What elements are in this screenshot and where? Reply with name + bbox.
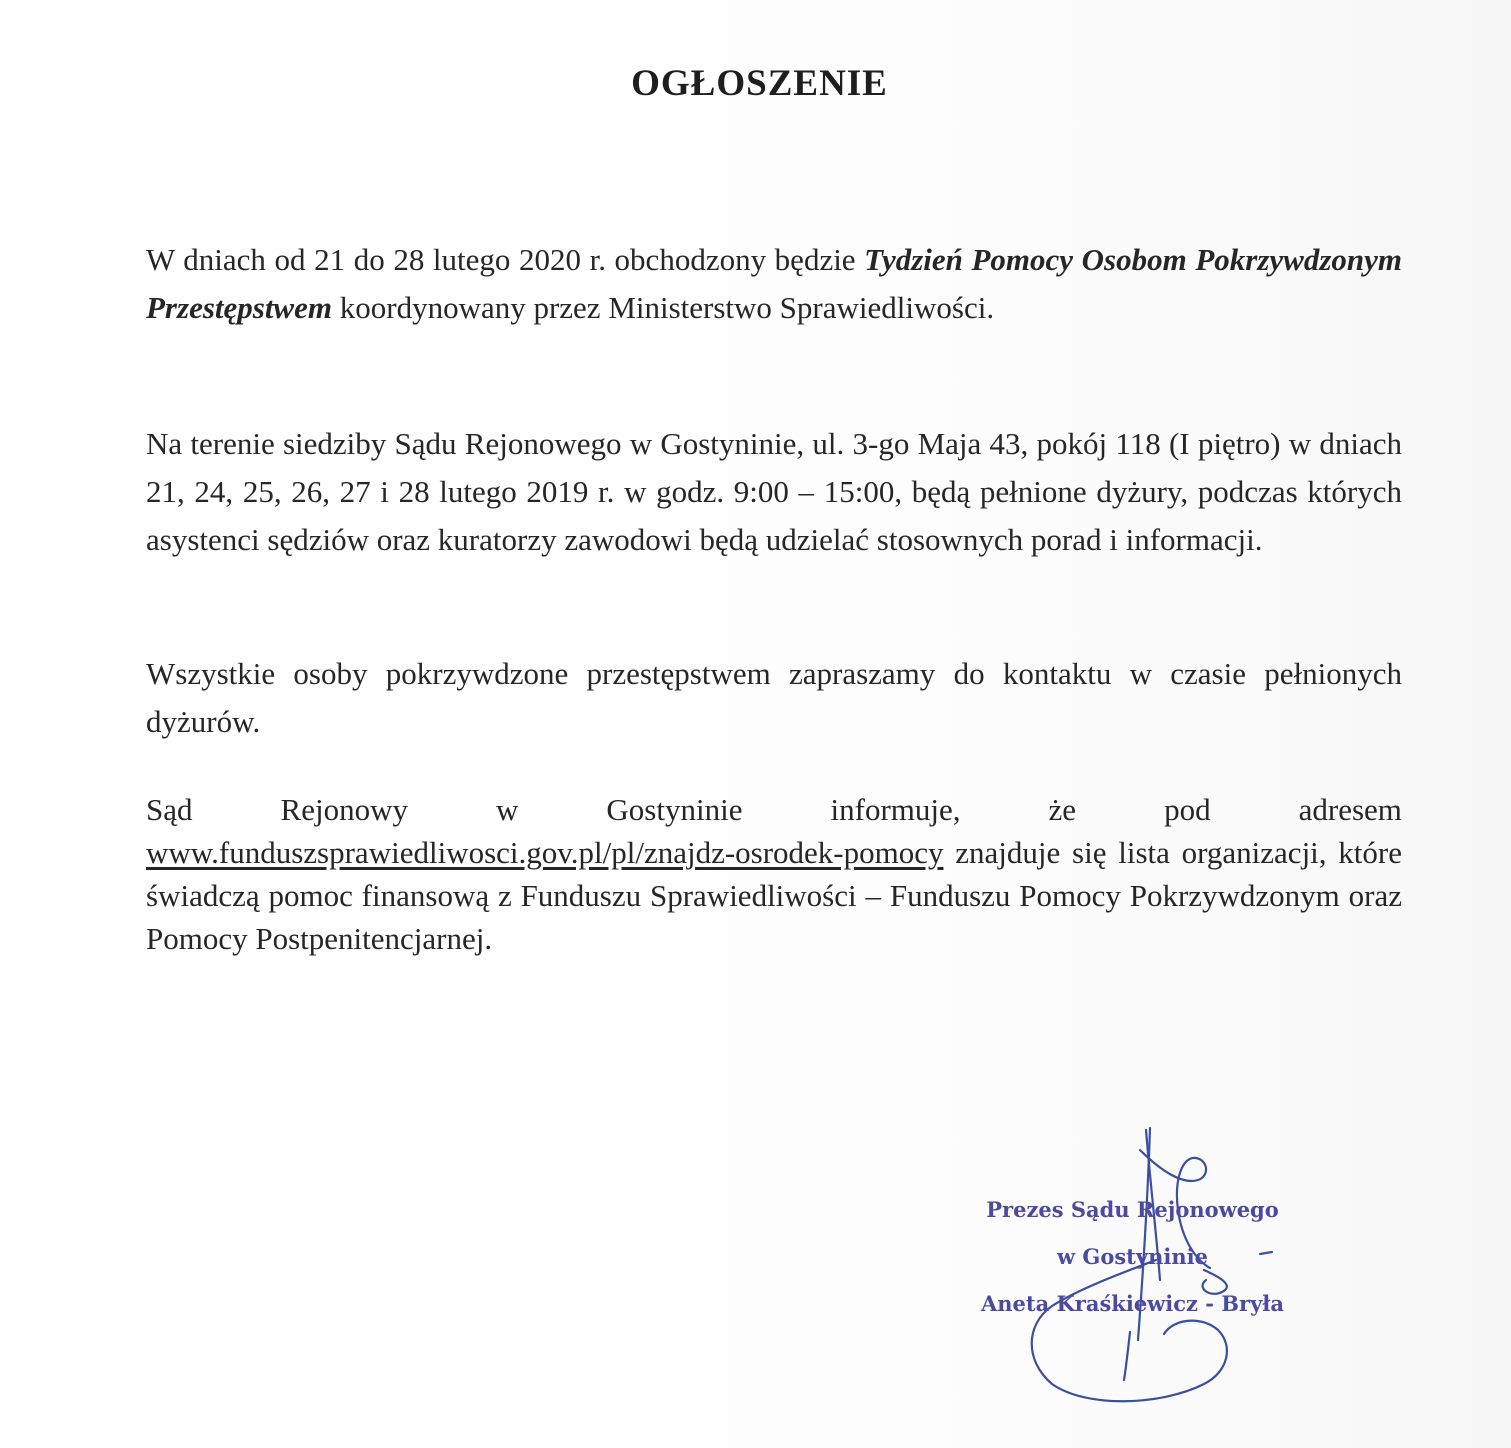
word: informuje, [830,792,961,827]
paragraph4-text-after: znajduje się lista organizacji, które świadczą pomoc finansową z Funduszu Sprawiedliwości – Funduszu Pomocy Pokrzywdzonym oraz Pomocy Postpenitencjarnej. [146,835,1402,956]
paragraph1-text-before: W dniach od 21 do 28 lutego 2020 r. obchodzony będzie [146,242,865,277]
stamp-line-name: Aneta Kraśkiewicz - Bryła [981,1291,1284,1316]
fund-website-link[interactable]: www.funduszsprawiedliwosci.gov.pl/pl/znajdz-osrodek-pomocy [146,835,944,870]
document-title: OGŁOSZENIE [631,63,888,104]
stamp-line-court: w Gostyninie [1057,1244,1208,1269]
paragraph-fund-info [146,788,1402,960]
word: pod [1164,792,1211,827]
word: że [1048,792,1077,827]
word: adresem [1298,792,1402,827]
paragraph1-text-after: koordynowany przez Ministerstwo Sprawiedliwości. [332,290,995,325]
paragraph-announcement [146,236,1402,332]
word: Sąd [146,792,193,827]
word: w [496,792,519,827]
signature-stamp [960,1186,1305,1327]
paragraph-duty-hours: Na terenie siedziby Sądu Rejonowego w Gostyninie, ul. 3-go Maja 43, pokój 118 (I piętro) w dniach 21, 24, 25, 26, 27 i 28 lutego 2019 r. w godz. 9:00 – 15:00, będą pełnione dyżury, podczas których asystenci sędziów oraz kuratorzy zawodowi będą udzielać stosownych porad i informacji. [146,426,1402,557]
week-name-emphasis: Tydzień Pomocy Osobom Pokrzywdzonym Przestępstwem [146,242,1402,325]
paragraph4-first-line [146,788,1402,831]
paragraph4-rest [146,831,1402,960]
stamp-line-title: Prezes Sądu Rejonowego [986,1197,1279,1222]
word: Gostyninie [606,792,743,827]
paragraph-invitation: Wszystkie osoby pokrzywdzone przestępstwem zapraszamy do kontaktu w czasie pełnionych dyżurów. [146,656,1402,739]
word: Rejonowy [280,792,408,827]
